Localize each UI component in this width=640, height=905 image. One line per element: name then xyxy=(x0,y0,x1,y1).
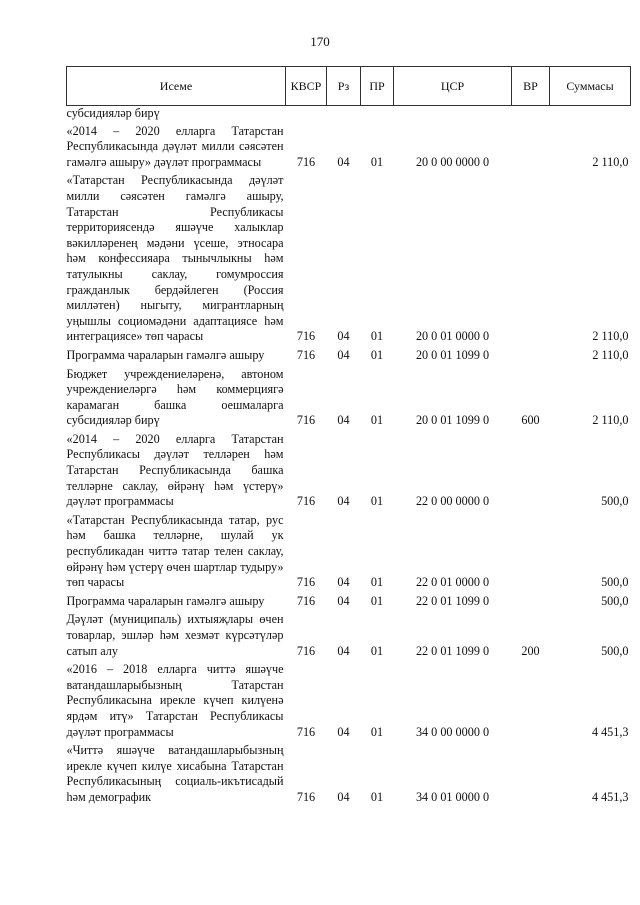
cell-sum: 2 110,0 xyxy=(592,413,629,428)
cell-kvsr: 716 xyxy=(296,789,316,804)
cell-csr: 22 0 01 1099 0 xyxy=(415,643,490,658)
cell-rz: 04 xyxy=(337,575,350,590)
cell-csr: 22 0 00 0000 0 xyxy=(415,494,490,509)
cell-kvsr: 716 xyxy=(296,724,316,739)
cell-kvsr: 716 xyxy=(296,347,316,362)
cell-kvsr: 716 xyxy=(296,413,316,428)
cell-sum: 500,0 xyxy=(601,593,629,608)
cell-rz: 04 xyxy=(337,154,350,169)
header-name: Исеме xyxy=(67,67,286,106)
continuation-text: субсидияләр бирү xyxy=(66,106,160,120)
cell-kvsr: 716 xyxy=(296,575,316,590)
cell-sum: 2 110,0 xyxy=(592,347,629,362)
cell-pr: 01 xyxy=(370,154,384,169)
cell-name: «Татарстан Республикасында дәүләт милли сәясәтен гамәлгә ашыру, Татарстан Республикасы территориясендә яшәүче халыклар вәкилләренең мәдәни үсеше, этносара һәм конфессияара тынычлыкны һәм татулыкны саклау, гомумроссия гражданлык бердәйлеген (Россия милләтен) ныгыту, мигрантларның уңышлы социомәдәни адаптациясе һәм интеграциясе» төп чарасы xyxy=(66,173,284,344)
cell-pr: 01 xyxy=(370,575,384,590)
header-kvsr: КВСР xyxy=(286,67,327,106)
table-row xyxy=(67,662,631,743)
budget-table-container xyxy=(66,66,630,809)
table-row xyxy=(67,367,631,432)
cell-csr: 22 0 01 1099 0 xyxy=(415,593,490,608)
cell-pr: 01 xyxy=(370,494,384,509)
cell-csr: 22 0 01 0000 0 xyxy=(415,575,490,590)
cell-sum: 4 451,3 xyxy=(591,724,629,739)
cell-pr: 01 xyxy=(370,329,384,344)
table-body xyxy=(67,106,631,809)
cell-vr xyxy=(512,513,550,594)
cell-vr xyxy=(512,173,550,348)
cell-sum: 500,0 xyxy=(601,575,629,590)
cell-csr: 34 0 01 0000 0 xyxy=(415,789,490,804)
table-header xyxy=(67,67,631,106)
cell-rz: 04 xyxy=(337,329,350,344)
cell-csr: 34 0 00 0000 0 xyxy=(415,724,490,739)
cell-csr: 20 0 01 1099 0 xyxy=(415,347,490,362)
cell-kvsr: 716 xyxy=(296,154,316,169)
cell-vr xyxy=(512,743,550,808)
cell-vr xyxy=(512,348,550,367)
table-row xyxy=(67,124,631,174)
cell-kvsr: 716 xyxy=(296,593,316,608)
cell-pr: 01 xyxy=(370,789,384,804)
table-row xyxy=(67,348,631,367)
cell-name: «2014 – 2020 елларга Татарстан Республикасы дәүләт телләрен һәм Татарстан Республикасында башка телләрне саклау, өйрәнү һәм үстерү» дәүләт программасы xyxy=(66,431,284,509)
cell-pr: 01 xyxy=(370,643,384,658)
cell-rz: 04 xyxy=(337,593,350,608)
cell-sum: 500,0 xyxy=(601,494,629,509)
header-csr: ЦСР xyxy=(394,67,512,106)
cell-csr: 20 0 00 0000 0 xyxy=(415,154,490,169)
page-number: 170 xyxy=(310,34,330,49)
cell-vr xyxy=(512,124,550,174)
cell-rz: 04 xyxy=(337,413,350,428)
cell-pr: 01 xyxy=(370,413,384,428)
cell-pr: 01 xyxy=(370,724,384,739)
cell-rz: 04 xyxy=(337,724,350,739)
cell-pr: 01 xyxy=(370,593,384,608)
cell-vr xyxy=(512,432,550,513)
cell-csr: 20 0 01 0000 0 xyxy=(415,329,490,344)
cell-kvsr: 716 xyxy=(296,329,316,344)
cell-vr: 200 xyxy=(521,643,540,658)
header-pr: ПР xyxy=(361,67,394,106)
cell-rz: 04 xyxy=(337,494,350,509)
cell-rz: 04 xyxy=(337,643,350,658)
cell-sum: 4 451,3 xyxy=(591,789,629,804)
cell-rz: 04 xyxy=(337,347,350,362)
table-row xyxy=(67,432,631,513)
cell-name: «2016 – 2018 елларга читтә яшәүче ватандашларыбызның Татарстан Республикасына ирекле күчеп килүенә ярдәм итү» Татарстан Республикасы дәүләт программасы xyxy=(66,662,284,739)
cell-kvsr: 716 xyxy=(296,494,316,509)
cell-name: Программа чараларын гамәлгә ашыру xyxy=(66,593,265,608)
budget-table xyxy=(66,66,631,809)
table-row xyxy=(67,743,631,808)
header-rz: Рз xyxy=(327,67,361,106)
cell-vr: 600 xyxy=(521,413,540,428)
continuation-row xyxy=(67,106,631,124)
table-row xyxy=(67,612,631,662)
header-sum: Суммасы xyxy=(550,67,631,106)
header-vr: ВР xyxy=(512,67,550,106)
cell-sum: 2 110,0 xyxy=(592,329,629,344)
table-row xyxy=(67,513,631,594)
cell-sum: 500,0 xyxy=(601,643,629,658)
cell-name: Дәүләт (муниципаль) ихтыяҗлары өчен товарлар, эшләр һәм хезмәт күрсәтүләр сатып алу xyxy=(66,612,284,658)
cell-rz: 04 xyxy=(337,789,350,804)
cell-name: Программа чараларын гамәлгә ашыру xyxy=(66,347,265,362)
cell-name: «Читтә яшәүче ватандашларыбызның ирекле күчеп килүе хисабына Татарстан Республикасының социаль-икътисадый һәм демографик xyxy=(66,743,284,804)
cell-name: «2014 – 2020 елларга Татарстан Республикасында дәүләт милли сәясәтен гамәлгә ашыру» дәүләт программасы xyxy=(66,123,284,169)
cell-sum: 2 110,0 xyxy=(592,154,629,169)
cell-kvsr: 716 xyxy=(296,643,316,658)
table-row xyxy=(67,173,631,348)
cell-csr: 20 0 01 1099 0 xyxy=(415,413,490,428)
cell-name: Бюджет учреждениеләренә, автоном учреждениеләргә һәм коммерциягә карамаган башка оешмаларга субсидияләр бирү xyxy=(66,366,284,428)
cell-name: «Татарстан Республикасында татар, рус һәм башка телләрне, шулай ук республикадан читтә татар телен саклау, өйрәнү һәм үстерү өчен шартлар тудыру» төп чарасы xyxy=(66,512,284,590)
cell-pr: 01 xyxy=(370,347,384,362)
table-row xyxy=(67,594,631,613)
cell-vr xyxy=(512,662,550,743)
cell-vr xyxy=(512,594,550,613)
